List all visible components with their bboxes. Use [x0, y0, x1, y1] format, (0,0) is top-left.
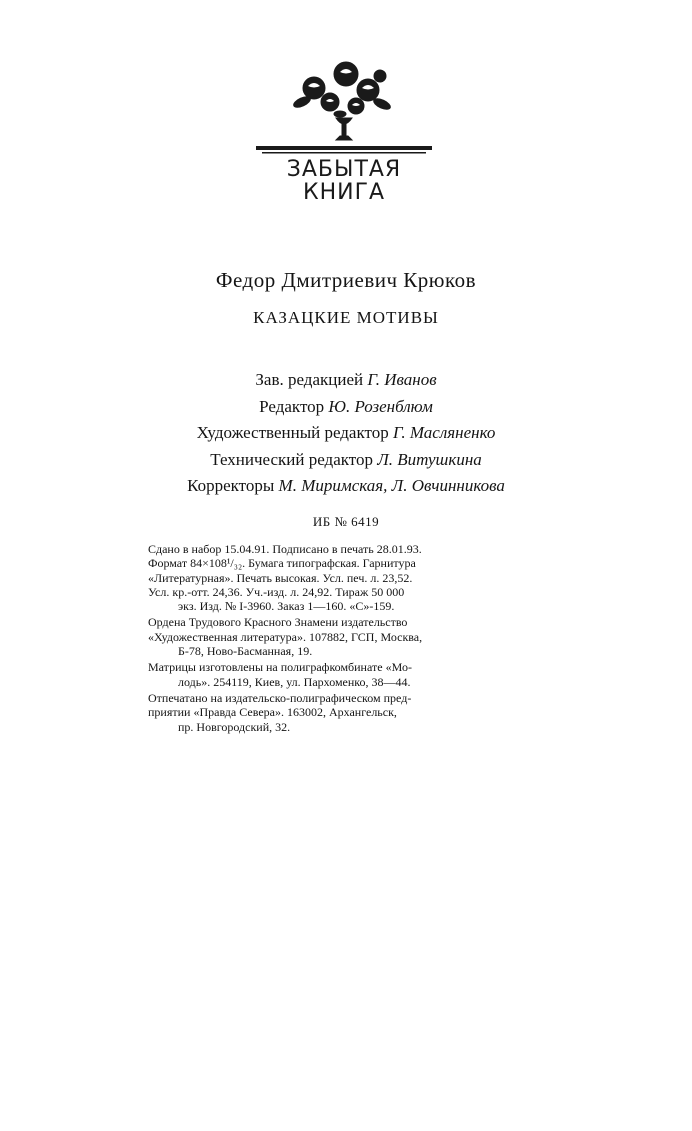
imprint-line: «Литературная». Печать высокая. Усл. печ. л. 23,52.: [148, 570, 413, 585]
credit-person: Л. Витушкина: [377, 449, 482, 469]
imprint-line: «Художественная литература». 107882, ГСП, Москва,: [148, 629, 423, 644]
credit-person: Г. Масляненко: [392, 423, 496, 442]
imprint-line: Сдано в набор 15.04.91. Подписано в печать 28.01.93.: [148, 542, 422, 556]
credit-person: М. Миримская, Л. Овчинникова: [278, 476, 505, 495]
author-name: Федор Дмитриевич Крюков: [215, 268, 477, 292]
credit-line: [0, 447, 692, 474]
imprint-printed-paragraph: [148, 691, 544, 734]
imprint-matrices-paragraph: [148, 660, 544, 689]
book-title: КАЗАЦКИЕ МОТИВЫ: [253, 308, 439, 327]
credits-block: [0, 367, 692, 500]
imprint-line: Ордена Трудового Красного Знамени издательство: [148, 615, 408, 630]
imprint-printing-paragraph: [148, 542, 544, 613]
credit-line: [0, 473, 692, 500]
series-title-line: КНИГА: [302, 180, 386, 205]
imprint-line: приятии «Правда Севера». 163002, Архангельск,: [148, 705, 397, 720]
credit-person: Г. Иванов: [367, 370, 437, 389]
credit-person: Ю. Розенблюм: [328, 396, 433, 416]
imprint-line: пр. Новгородский, 32.: [178, 719, 291, 734]
credit-role: Художественный редактор: [196, 423, 389, 442]
series-title: [256, 158, 432, 204]
imprint-line: Б-78, Ново-Басманная, 19.: [178, 644, 313, 659]
credit-line: [0, 394, 692, 421]
imprint-publisher-paragraph: [148, 615, 544, 658]
credit-role: Корректоры: [187, 476, 275, 495]
imprint-line: экз. Изд. № I-3960. Заказ 1—160. «С»-159.: [178, 599, 395, 614]
credit-line: [0, 367, 692, 394]
series-title-line: ЗАБЫТАЯ: [286, 157, 402, 182]
roses-in-vase-emblem-icon: [256, 56, 432, 156]
imprint-line: лодь». 254119, Киев, ул. Пархоменко, 38—44.: [178, 674, 411, 689]
imprint-line: Отпечатано на издательско-полиграфическом пред-: [148, 690, 412, 705]
credit-role: Редактор: [259, 396, 325, 416]
imprint-line: Усл. кр.-отт. 24,36. Уч.-изд. л. 24,92. Тираж 50 000: [148, 584, 405, 599]
credit-role: Технический редактор: [210, 449, 373, 469]
credit-line: [0, 420, 692, 447]
imprint-line: Матрицы изготовлены на полиграфкомбинате «Мо-: [148, 660, 412, 675]
imprint-block: [148, 542, 544, 736]
credit-role: Зав. редакцией: [255, 370, 364, 389]
ib-number: ИБ № 6419: [312, 514, 380, 529]
imprint-line: Формат 84×108¹/₃₂. Бумага типографская. Гарнитура: [148, 556, 416, 571]
